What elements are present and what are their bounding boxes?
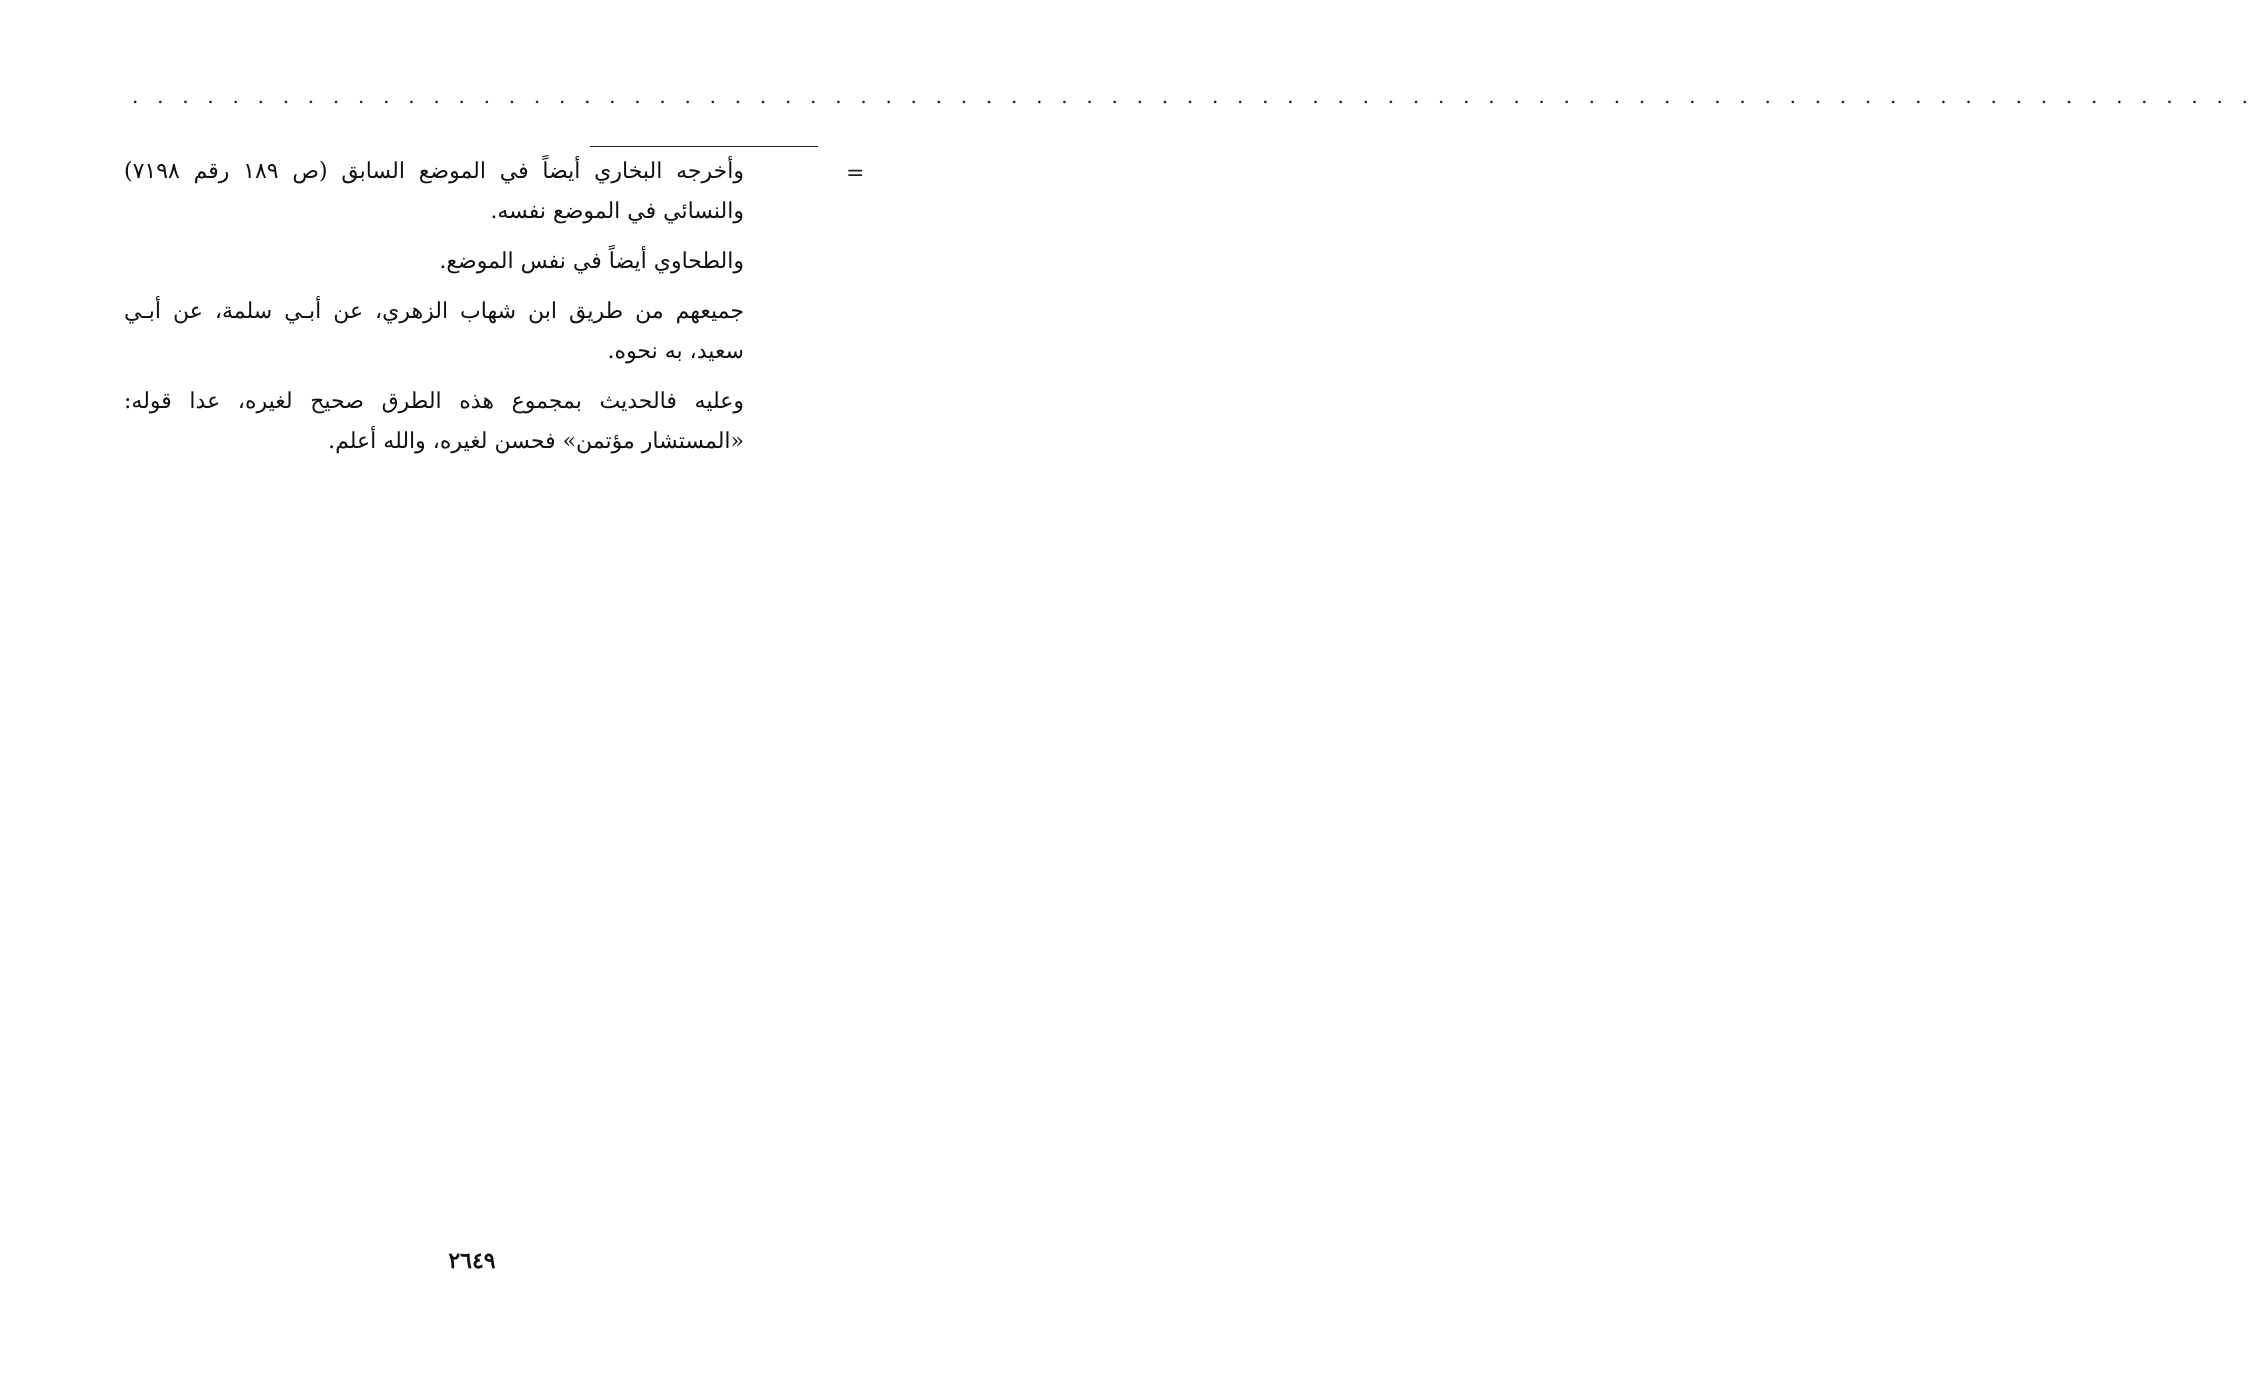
footnotes-block [124, 152, 744, 472]
footnote-rule [590, 146, 818, 147]
footnote-paragraph: وعليه فالحديث بمجموع هذه الطرق صحيح لغيره، عدا قوله: «المستشار مؤتمن» فحسن لغيره، والله أعلم. [124, 389, 744, 454]
continuation-mark: = [846, 161, 865, 186]
footnote-paragraph: جميعهم من طريق ابن شهاب الزهري، عن أبـي سلمة، عن أبـي سعيد، به نحوه. [124, 299, 744, 364]
section-separator-dots: . . . . . . . . . . . . . . . . . . . . . . . . . . . . . . . . . . . . . . . . . . . . . . . . . . . . . . . . . . . . . . . . . . . . . . . . . . . . . . . . . . . . . [132, 84, 2254, 108]
footnote-paragraph: وأخرجه البخاري أيضاً في الموضع السابق (ص ١٨٩ رقم ٧١٩٨) والنسائي في الموضع نفسه. [124, 159, 744, 224]
page-number: ٢٦٤٩ [448, 1248, 496, 1274]
footnote-paragraph: والطحاوي أيضاً في نفس الموضع. [439, 249, 744, 274]
